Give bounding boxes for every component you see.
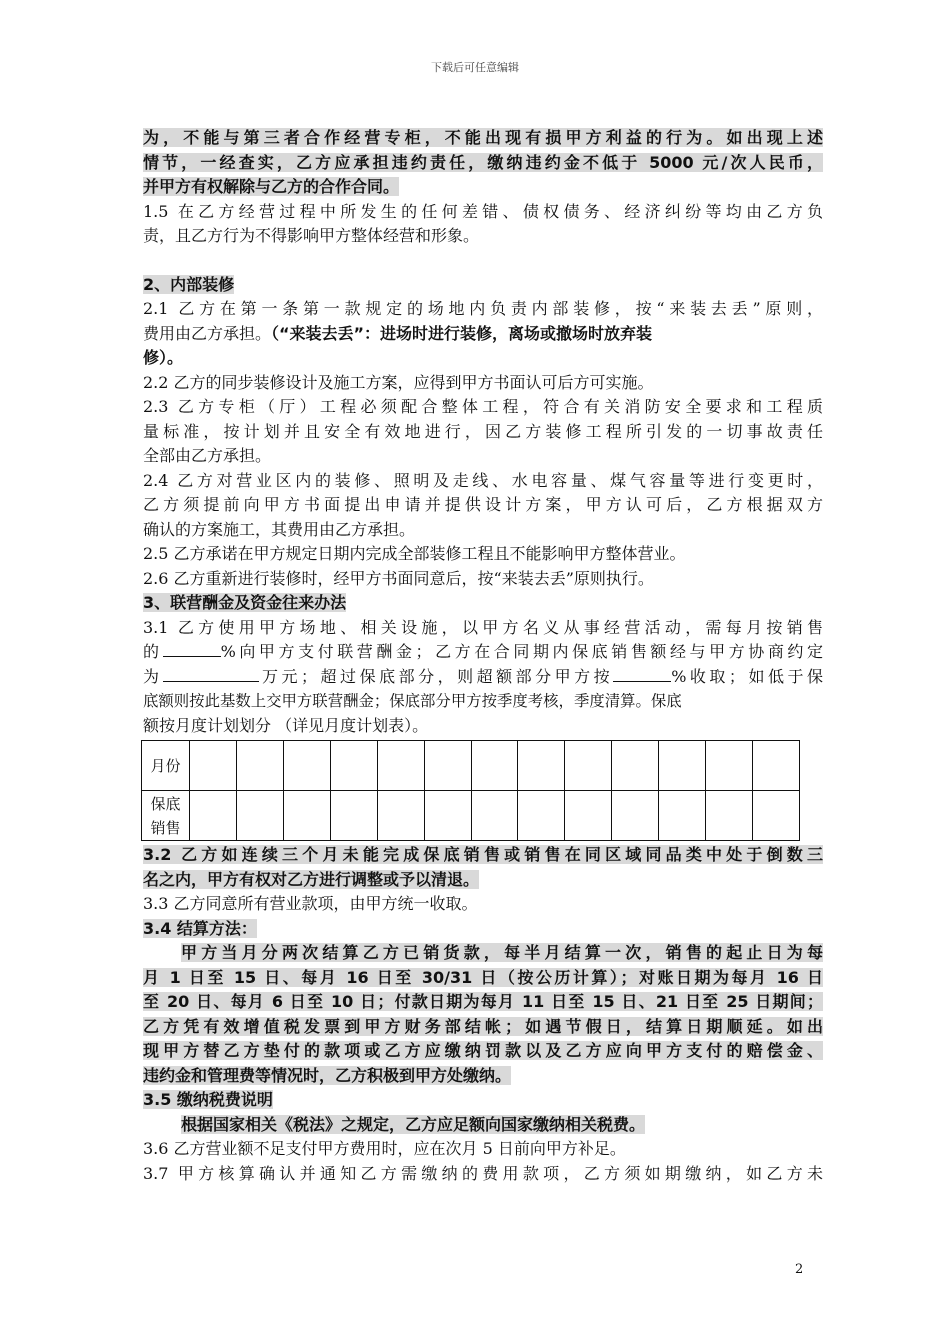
page-header-note: 下载后可任意编辑 <box>431 61 519 74</box>
clause-2-4: 2.4 乙方对营业区内的装修、照明及走线、水电容量、煤气容量等进行变更时， <box>143 470 823 490</box>
table-row <box>142 791 800 841</box>
section-heading-2: 2、内部装修 <box>143 274 235 294</box>
table-cell[interactable] <box>424 741 471 791</box>
table-cell[interactable] <box>753 791 800 841</box>
clause-text-line: 名之内，甲方有权对乙方进行调整或予以清退。 <box>143 869 480 889</box>
clause-2-6: 2.6 乙方重新进行装修时，经甲方书面同意后，按“来装去丢”原则执行。 <box>143 568 654 588</box>
page-number: 2 <box>795 1262 804 1277</box>
table-cell[interactable] <box>753 741 800 791</box>
clause-text-line: 违约金和管理费等情况时，乙方积极到甲方处缴纳。 <box>143 1065 512 1085</box>
table-cell[interactable] <box>377 741 424 791</box>
clause-text-line: 全部由乙方承担。 <box>143 446 272 465</box>
guarantee-sales-label: 保底 销售 <box>142 791 190 841</box>
clause-text-line: 乙方须提前向甲方书面提出申请并提供设计方案，甲方认可后，乙方根据双方 <box>143 495 823 514</box>
table-cell[interactable] <box>237 791 284 841</box>
table-cell[interactable] <box>330 741 377 791</box>
clause-text-line: 情节，一经查实，乙方应承担违约责任，缴纳违约金不低于 5000 元/次人民币， <box>143 152 823 172</box>
clause-3-4-heading: 3.4 结算方法： <box>143 918 257 938</box>
clause-3-1: 3.1 乙方使用甲方场地、相关设施，以甲方名义从事经营活动，需每月按销售 <box>143 617 823 637</box>
table-cell[interactable] <box>283 741 330 791</box>
clause-text-line: 为 万元；超过保底部分，则超额部分甲方按 %收取；如低于保 <box>143 666 823 686</box>
table-cell[interactable] <box>377 791 424 841</box>
clause-2-3: 2.3 乙方专柜（厅）工程必须配合整体工程，符合有关消防安全要求和工程质 <box>143 397 823 416</box>
clause-2-5: 2.5 乙方承诺在甲方规定日期内完成全部装修工程且不能影响甲方整体营业。 <box>143 544 686 563</box>
clause-3-5-heading: 3.5 缴纳税费说明 <box>143 1090 273 1109</box>
clause-3-3: 3.3 乙方同意所有营业款项，由甲方统一收取。 <box>143 894 478 913</box>
table-cell[interactable] <box>190 791 237 841</box>
section-heading-3: 3、联营酬金及资金往来办法 <box>143 593 347 612</box>
table-cell[interactable] <box>424 791 471 841</box>
table-cell[interactable] <box>565 791 612 841</box>
clause-text-line: 的 %向甲方支付联营酬金；乙方在合同期内保底销售额经与甲方协商约定 <box>143 642 823 661</box>
document-body <box>143 126 823 1186</box>
table-cell[interactable] <box>471 791 518 841</box>
rate-blank[interactable] <box>163 641 221 657</box>
table-cell[interactable] <box>518 741 565 791</box>
clause-text-line: 乙方凭有效增值税发票到甲方财务部结帐；如遇节假日，结算日期顺延。如出 <box>143 1016 823 1036</box>
clause-1-5: 1.5 在乙方经营过程中所发生的任何差错、债权债务、经济纠纷等均由乙方负 <box>143 201 823 221</box>
table-cell[interactable] <box>518 791 565 841</box>
table-cell[interactable] <box>565 741 612 791</box>
table-cell[interactable] <box>237 741 284 791</box>
clause-text-line: 确认的方案施工，其费用由乙方承担。 <box>143 519 416 539</box>
guarantee-amount-blank[interactable] <box>163 666 259 682</box>
clause-text-line: 底额则按此基数上交甲方联营酬金；保底部分甲方按季度考核，季度清算。保底 <box>143 692 682 710</box>
clause-text-line: 为，不能与第三者合作经营专柜，不能出现有损甲方利益的行为。如出现上述 <box>143 128 823 147</box>
clause-text-line: 月 1 日至 15 日、每月 16 日至 30/31 日（按公历计算）；对账日期为每月 16 日 <box>143 967 823 987</box>
table-cell[interactable] <box>659 741 706 791</box>
clause-text-line: 现甲方替乙方垫付的款项或乙方应缴纳罚款以及乙方应向甲方支付的赔偿金、 <box>143 1041 823 1060</box>
clause-2-1: 2.1 乙方在第一条第一款规定的场地内负责内部装修，按“来装去丢”原则， <box>143 299 823 318</box>
month-label: 月份 <box>142 741 190 791</box>
clause-3-7: 3.7 甲方核算确认并通知乙方需缴纳的费用款项，乙方须如期缴纳，如乙方未 <box>143 1163 823 1183</box>
clause-3-5-text: 根据国家相关《税法》之规定，乙方应足额向国家缴纳相关税费。 <box>181 1114 646 1134</box>
clause-3-2: 3.2 乙方如连续三个月未能完成保底销售或销售在同区域同品类中处于倒数三 <box>143 845 823 864</box>
table-cell[interactable] <box>612 741 659 791</box>
table-cell[interactable] <box>612 791 659 841</box>
clause-3-4-text: 甲方当月分两次结算乙方已销货款，每半月结算一次，销售的起止日为每 <box>181 943 823 962</box>
table-cell[interactable] <box>190 741 237 791</box>
table-cell[interactable] <box>330 791 377 841</box>
clause-text-line: 责，且乙方行为不得影响甲方整体经营和形象。 <box>143 226 480 245</box>
clause-text-line: 量标准，按计划并且安全有效地进行，因乙方装修工程所引发的一切事故责任 <box>143 421 823 441</box>
table-cell[interactable] <box>706 791 753 841</box>
table-cell[interactable] <box>471 741 518 791</box>
table-cell[interactable] <box>659 791 706 841</box>
excess-rate-blank[interactable] <box>613 666 671 682</box>
clause-text-line: 费用由乙方承担。（“来装去丢”：进场时进行装修，离场或撤场时放弃装 <box>143 323 653 343</box>
table-cell[interactable] <box>283 791 330 841</box>
clause-text-line: 并甲方有权解除与乙方的合作合同。 <box>143 177 400 196</box>
table-row <box>142 741 800 791</box>
clause-text-line: 至 20 日、每月 6 日至 10 日；付款日期为每月 11 日至 15 日、21 日至 25 日期间； <box>143 992 823 1011</box>
clause-text-line: 修）。 <box>143 348 184 367</box>
monthly-plan-table <box>141 740 800 841</box>
clause-text-line: 额按月度计划划分 （详见月度计划表）。 <box>143 715 429 735</box>
clause-3-6: 3.6 乙方营业额不足支付甲方费用时，应在次月 5 日前向甲方补足。 <box>143 1139 626 1158</box>
clause-2-2: 2.2 乙方的同步装修设计及施工方案，应得到甲方书面认可后方可实施。 <box>143 372 654 392</box>
table-cell[interactable] <box>706 741 753 791</box>
